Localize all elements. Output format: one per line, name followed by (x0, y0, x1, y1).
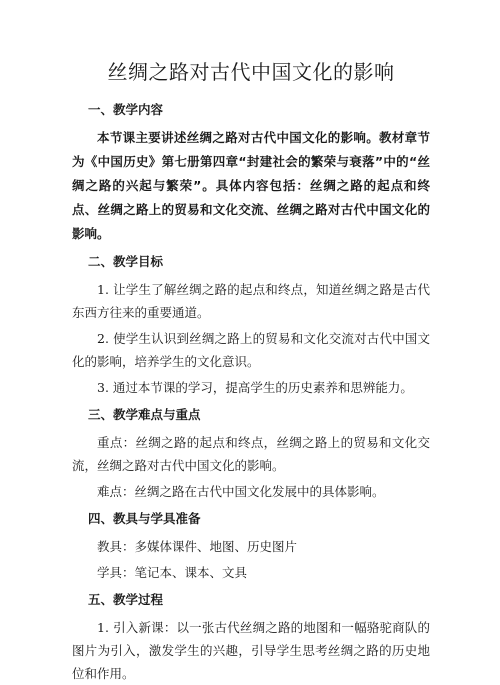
teaching-aids-paragraph: 教具：多媒体课件、地图、历史图片 (97, 539, 298, 554)
section-heading-content: 一、教学内容 (88, 102, 164, 117)
student-materials-paragraph: 学具：笔记本、课本、文具 (97, 565, 248, 580)
section-content-paragraph: 本节课主要讲述丝绸之路对古代中国文化的影响。教材章节为《中国历史》第七册第四章“封建社会的繁荣与衰落”中的“丝绸之路的兴起与繁荣”。具体内容包括：丝绸之路的起点和终点、丝绸之路上的贸易和文化交流、丝绸之路对古代中国文化的影响。 (72, 130, 430, 241)
section-heading-process: 五、教学过程 (88, 592, 164, 607)
section-heading-key-points: 三、教学难点与重点 (88, 407, 201, 422)
section-heading-materials: 四、教具与学具准备 (88, 511, 201, 526)
objective-item-3: 3. 通过本节课的学习，提高学生的历史素养和思辨能力。 (97, 380, 413, 395)
process-step-1: 1. 引入新课：以一张古代丝绸之路的地图和一幅骆驼商队的图片为引入，激发学生的兴趣，引导学生思考丝绸之路的历史地位和作用。 (72, 620, 430, 681)
objective-item-2: 2. 使学生认识到丝绸之路上的贸易和文化交流对古代中国文化的影响，培养学生的文化意识。 (72, 331, 430, 369)
section-heading-objectives: 二、教学目标 (88, 254, 164, 269)
difficult-points-paragraph: 难点：丝绸之路在古代中国文化发展中的具体影响。 (97, 484, 385, 499)
objective-item-1: 1. 让学生了解丝绸之路的起点和终点，知道丝绸之路是古代东西方往来的重要通道。 (72, 282, 430, 320)
document-title: 丝绸之路对古代中国文化的影响 (107, 60, 395, 84)
key-points-paragraph: 重点：丝绸之路的起点和终点，丝绸之路上的贸易和文化交流，丝绸之路对古代中国文化的影响。 (72, 435, 430, 473)
